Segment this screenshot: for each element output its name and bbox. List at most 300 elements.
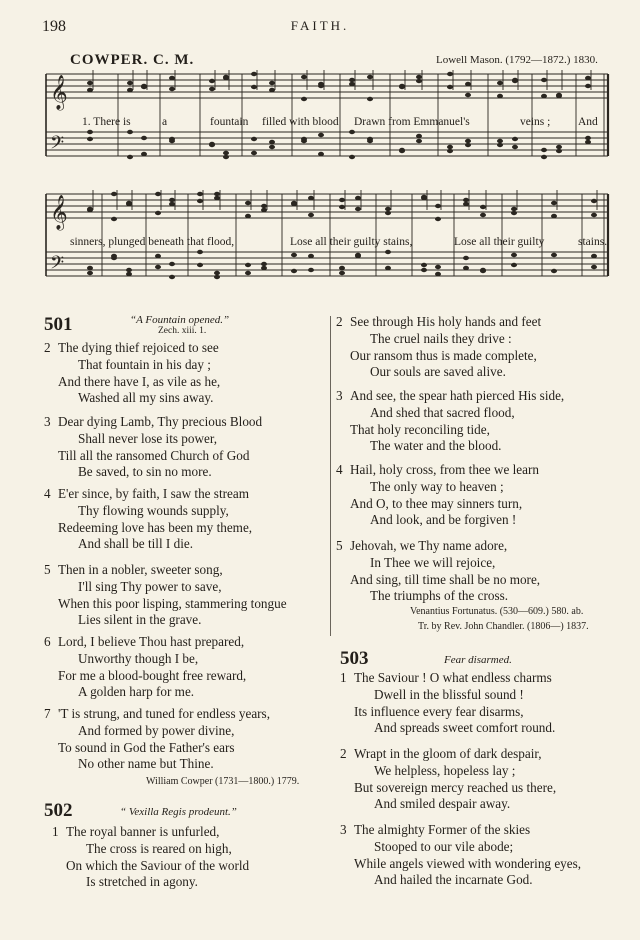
- note-head: [497, 94, 503, 98]
- verse-text: And hailed the incarnate God.: [374, 872, 533, 888]
- verse-number: 2: [44, 340, 51, 355]
- verse: [336, 314, 541, 381]
- note-head: [339, 205, 345, 209]
- note-head: [447, 85, 453, 89]
- verse-line: [336, 512, 539, 529]
- verse-line: [52, 841, 249, 858]
- verse-text: Is stretched in agony.: [86, 874, 198, 890]
- verse-number: 5: [44, 562, 51, 577]
- verse-text: But sovereign mercy reached us there,: [354, 779, 557, 795]
- lyric-2: a: [162, 116, 168, 128]
- verse-text: The triumphs of the cross.: [370, 588, 509, 604]
- verse: [336, 538, 540, 605]
- verse-text: The dying thief rejoiced to see: [58, 340, 219, 355]
- verse-number: 5: [336, 538, 343, 553]
- verse-line: [336, 331, 541, 348]
- verse-text: Its influence every fear disarms,: [354, 703, 524, 719]
- verse-line: [52, 874, 249, 891]
- verse-text: Dwell in the blissful sound !: [374, 686, 524, 702]
- verse-number: 6: [44, 634, 51, 649]
- note-head: [556, 149, 562, 153]
- note-head: [318, 152, 324, 156]
- note-head: [497, 143, 503, 147]
- note-head: [463, 266, 469, 270]
- lyric-11: stains.: [578, 236, 608, 248]
- verse-line: [44, 651, 246, 668]
- verse-text: We helpless, hopeless lay ;: [374, 762, 516, 778]
- verse-line: [340, 839, 581, 856]
- note-head: [308, 268, 314, 272]
- verse-line: [44, 357, 220, 374]
- note-head: [301, 97, 307, 101]
- verse-text: And sing, till time shall be no more,: [350, 571, 541, 587]
- lyric-5: Drawn from Emmanuel's: [354, 116, 470, 128]
- verse-text: Washed all my sins away.: [78, 390, 214, 406]
- verse: [44, 706, 270, 773]
- note-head: [435, 217, 441, 221]
- note-head: [251, 137, 257, 141]
- verse-text: And see, the spear hath pierced His side,: [350, 388, 565, 403]
- verse-text: No other name but Thine.: [78, 756, 214, 772]
- note-head: [480, 205, 486, 209]
- note-head: [447, 149, 453, 153]
- note-head: [349, 130, 355, 134]
- note-head: [512, 137, 518, 141]
- note-head: [435, 204, 441, 208]
- verse-text: For me a blood-bought free reward,: [58, 667, 247, 683]
- note-head: [245, 201, 251, 205]
- verse: [44, 340, 220, 407]
- verse-line: [336, 572, 540, 589]
- note-head: [385, 250, 391, 254]
- note-head: [209, 143, 215, 147]
- note-head: [556, 145, 562, 149]
- verse-line: [44, 723, 270, 740]
- note-head: [465, 139, 471, 143]
- verse: [44, 486, 252, 553]
- staff-lines: [46, 190, 608, 279]
- note-head: [126, 202, 132, 206]
- attribution-502-a: Venantius Fortunatus. (530—609.) 580. ab.: [410, 606, 584, 617]
- verse-text: Lord, I believe Thou hast prepared,: [58, 634, 245, 649]
- verse-line: [340, 872, 581, 889]
- note-head: [111, 192, 117, 196]
- note-head: [416, 139, 422, 143]
- note-head: [447, 72, 453, 76]
- verse-line: [340, 670, 555, 687]
- note-head: [421, 263, 427, 267]
- verse-line: [44, 448, 262, 465]
- verse-text: That fountain in his day ;: [78, 356, 211, 372]
- verse-text: Be saved, to sin no more.: [78, 464, 212, 480]
- lyric-3: fountain: [210, 116, 249, 128]
- note-head: [269, 88, 275, 92]
- note-head: [197, 199, 203, 203]
- verse-line: [340, 780, 556, 797]
- hymn-number-502: 502: [44, 800, 73, 821]
- verse-text: Thy flowing wounds supply,: [78, 502, 229, 518]
- verse-line: [44, 486, 252, 503]
- verse-line: [44, 536, 252, 553]
- page-number: 198: [42, 18, 66, 35]
- note-head: [416, 134, 422, 138]
- verse-text: The royal banner is unfurled,: [66, 824, 220, 839]
- verse-number: 3: [336, 388, 343, 403]
- note-head: [367, 75, 373, 79]
- verse-text: Unworthy though I be,: [78, 650, 199, 666]
- hymn-reference-501: Zech. xiii. 1.: [158, 326, 207, 336]
- lyric-9: Lose all their guilty stains,: [290, 236, 413, 248]
- note-head: [355, 207, 361, 211]
- note-head: [301, 137, 307, 141]
- verse-text: And spreads sweet comfort round.: [374, 720, 556, 736]
- note-head: [355, 254, 361, 258]
- note-head: [214, 196, 220, 200]
- verse: [44, 562, 287, 629]
- verse-text: The cross is reared on high,: [86, 840, 232, 856]
- verse-line: [336, 388, 564, 405]
- verse-line: [44, 740, 270, 757]
- note-head: [127, 130, 133, 134]
- note-head: [465, 93, 471, 97]
- note-head: [169, 198, 175, 202]
- note-head: [463, 202, 469, 206]
- note-head: [169, 275, 175, 279]
- verse-line: [336, 538, 540, 555]
- note-head: [512, 145, 518, 149]
- note-head: [245, 263, 251, 267]
- verse-line: [44, 612, 287, 629]
- verse-text: And O, to thee may sinners turn,: [350, 495, 523, 511]
- verse-line: [44, 668, 246, 685]
- note-head: [245, 271, 251, 275]
- note-head: [339, 266, 345, 270]
- note-head: [339, 198, 345, 202]
- note-head: [214, 271, 220, 275]
- note-head: [308, 213, 314, 217]
- treble-clef-icon: 𝄞: [50, 76, 68, 109]
- verse-text: Jehovah, we Thy name adore,: [350, 538, 508, 553]
- note-head: [269, 145, 275, 149]
- note-head: [591, 254, 597, 258]
- verse-line: [336, 479, 539, 496]
- hymn-number-501: 501: [44, 314, 73, 335]
- verse-line: [44, 414, 262, 431]
- note-head: [349, 82, 355, 86]
- verse-line: [340, 822, 581, 839]
- verse-text: Dear dying Lamb, Thy precious Blood: [58, 414, 263, 429]
- verse-text: And there have I, as vile as he,: [58, 373, 221, 389]
- note-head: [291, 202, 297, 206]
- note-head: [197, 250, 203, 254]
- note-head: [541, 94, 547, 98]
- verse-line: [340, 763, 556, 780]
- note-head: [585, 84, 591, 88]
- verse-line: [336, 348, 541, 365]
- note-head: [127, 88, 133, 92]
- note-head: [551, 214, 557, 218]
- note-head: [169, 202, 175, 206]
- verse: [336, 388, 564, 455]
- lyric-8: sinners, plunged beneath that flood,: [70, 236, 235, 248]
- note-head: [435, 265, 441, 269]
- note-head: [291, 253, 297, 257]
- note-head: [141, 152, 147, 156]
- verse-text: In Thee we will rejoice,: [370, 554, 496, 570]
- note-head: [223, 151, 229, 155]
- verse-line: [336, 422, 564, 439]
- hymn-title-502: “ Vexilla Regis prodeunt.”: [120, 806, 237, 818]
- treble-clef-icon: 𝄞: [50, 196, 68, 229]
- verse-line: [340, 720, 555, 737]
- verse-number: 1: [340, 670, 347, 685]
- note-head: [511, 207, 517, 211]
- verse-line: [52, 824, 249, 841]
- verse-number: 3: [44, 414, 51, 429]
- note-head: [87, 137, 93, 141]
- tune-composer: Lowell Mason. (1792—1872.) 1830.: [436, 54, 598, 66]
- note-head: [197, 263, 203, 267]
- verse-text: And shed that sacred flood,: [370, 404, 515, 420]
- note-head: [421, 268, 427, 272]
- verse-number: 3: [340, 822, 347, 837]
- verse: [336, 462, 539, 529]
- note-head: [385, 207, 391, 211]
- verse-text: Hail, holy cross, from thee we learn: [350, 462, 539, 477]
- bass-clef-icon: 𝄢: [50, 252, 65, 277]
- verse-text: That holy reconciling tide,: [350, 421, 490, 437]
- hymn-title-503: Fear disarmed.: [444, 654, 512, 666]
- note-head: [251, 151, 257, 155]
- verse-text: The cruel nails they drive :: [370, 330, 512, 346]
- note-head: [585, 76, 591, 80]
- verse-line: [44, 340, 220, 357]
- verse-line: [336, 314, 541, 331]
- note-head: [480, 269, 486, 273]
- note-head: [111, 254, 117, 258]
- verse: [340, 822, 581, 889]
- note-head: [141, 85, 147, 89]
- verse-text: While angels viewed with wondering eyes,: [354, 855, 582, 871]
- note-head: [541, 78, 547, 82]
- lyric-1: 1. There is: [82, 116, 131, 128]
- verse-line: [340, 704, 555, 721]
- note-head: [214, 192, 220, 196]
- note-head: [421, 196, 427, 200]
- verse-text: Redeeming love has been my theme,: [58, 519, 253, 535]
- note-head: [416, 75, 422, 79]
- verse-text: Till all the ransomed Church of God: [58, 447, 250, 463]
- verse-line: [44, 579, 287, 596]
- verse-number: 2: [340, 746, 347, 761]
- note-head: [301, 75, 307, 79]
- note-head: [155, 265, 161, 269]
- note-head: [349, 155, 355, 159]
- verse-line: [340, 796, 556, 813]
- note-head: [551, 269, 557, 273]
- verse-text: See through His holy hands and feet: [350, 314, 542, 329]
- note-head: [251, 85, 257, 89]
- note-head: [512, 79, 518, 83]
- verse-line: [52, 858, 249, 875]
- note-head: [223, 155, 229, 159]
- note-head: [511, 263, 517, 267]
- note-head: [87, 130, 93, 134]
- verse-line: [44, 503, 252, 520]
- note-head: [435, 272, 441, 276]
- note-head: [87, 271, 93, 275]
- note-head: [591, 199, 597, 203]
- note-head: [591, 265, 597, 269]
- note-head: [465, 143, 471, 147]
- note-head: [87, 266, 93, 270]
- note-head: [87, 208, 93, 212]
- verse-text: Our ransom thus is made complete,: [350, 347, 537, 363]
- lyric-4: filled with blood: [262, 116, 339, 128]
- verse: [44, 634, 246, 701]
- verse-line: [336, 462, 539, 479]
- verse-text: I'll sing Thy power to save,: [78, 578, 222, 594]
- verse-line: [44, 520, 252, 537]
- note-head: [261, 262, 267, 266]
- note-head: [463, 198, 469, 202]
- verse-line: [340, 687, 555, 704]
- hymn-title-501: “A Fountain opened.”: [130, 314, 230, 326]
- verse: [340, 670, 555, 737]
- note-head: [291, 269, 297, 273]
- note-head: [511, 211, 517, 215]
- verse-line: [44, 596, 287, 613]
- note-head: [497, 139, 503, 143]
- verse-text: To sound in God the Father's ears: [58, 739, 235, 755]
- note-head: [480, 213, 486, 217]
- verse-line: [44, 374, 220, 391]
- verse-line: [340, 746, 556, 763]
- verse-text: And look, and be forgiven !: [370, 512, 517, 528]
- note-head: [169, 262, 175, 266]
- note-head: [556, 94, 562, 98]
- note-head: [355, 196, 361, 200]
- lyric-10: Lose all their guilty: [454, 236, 545, 248]
- hymn-number-503: 503: [340, 648, 369, 669]
- note-head: [155, 211, 161, 215]
- verse-text: Then in a nobler, sweeter song,: [58, 562, 223, 577]
- verse-text: The Saviour ! O what endless charms: [354, 670, 552, 685]
- note-head: [497, 81, 503, 85]
- verse-line: [336, 364, 541, 381]
- note-head: [367, 137, 373, 141]
- note-head: [141, 136, 147, 140]
- lyric-6: veins ;: [520, 116, 551, 128]
- verse-line: [44, 464, 262, 481]
- note-head: [591, 213, 597, 217]
- verse-line: [44, 706, 270, 723]
- note-head: [339, 271, 345, 275]
- verse-text: A golden harp for me.: [78, 684, 195, 700]
- note-head: [127, 155, 133, 159]
- verse-text: Lies silent in the grave.: [78, 612, 202, 628]
- note-head: [385, 266, 391, 270]
- note-head: [223, 76, 229, 80]
- verse-line: [336, 438, 564, 455]
- verse-text: And shall be till I die.: [78, 536, 194, 552]
- verse-text: Shall never lose its power,: [78, 430, 218, 446]
- verse-text: The water and the blood.: [370, 438, 502, 454]
- note-head: [251, 72, 257, 76]
- verse-line: [336, 496, 539, 513]
- note-head: [463, 256, 469, 260]
- note-head: [585, 140, 591, 144]
- verse-number: 4: [44, 486, 51, 501]
- note-head: [169, 137, 175, 141]
- verse: [52, 824, 249, 891]
- verse-line: [336, 555, 540, 572]
- bass-clef-icon: 𝄢: [50, 132, 65, 157]
- tune-name: COWPER. C. M.: [70, 52, 195, 68]
- note-head: [399, 85, 405, 89]
- note-head: [126, 272, 132, 276]
- note-head: [349, 78, 355, 82]
- note-head: [155, 254, 161, 258]
- verse: [44, 414, 262, 481]
- note-head: [385, 211, 391, 215]
- note-head: [308, 254, 314, 258]
- verse-number: 2: [336, 314, 343, 329]
- verse-line: [44, 562, 287, 579]
- note-head: [261, 204, 267, 208]
- verse-text: 'T is strung, and tuned for endless years,: [58, 706, 270, 721]
- verse-text: And smiled despair away.: [374, 796, 511, 812]
- verse: [340, 746, 556, 813]
- verse-line: [44, 390, 220, 407]
- note-head: [261, 208, 267, 212]
- note-head: [269, 140, 275, 144]
- note-head: [447, 145, 453, 149]
- verse-text: On which the Saviour of the world: [66, 857, 250, 873]
- verse-line: [336, 405, 564, 422]
- lyric-7: And: [578, 116, 598, 128]
- verse-text: E'er since, by faith, I saw the stream: [58, 486, 249, 501]
- verse-line: [44, 634, 246, 651]
- note-head: [155, 192, 161, 196]
- note-head: [87, 88, 93, 92]
- note-head: [209, 79, 215, 83]
- note-head: [269, 81, 275, 85]
- verse-text: Wrapt in the gloom of dark despair,: [354, 746, 542, 761]
- verse-line: [44, 431, 262, 448]
- note-head: [551, 201, 557, 205]
- note-head: [111, 217, 117, 221]
- note-head: [126, 268, 132, 272]
- verse-text: Stooped to our vile abode;: [374, 838, 514, 854]
- note-head: [261, 266, 267, 270]
- verse-number: 4: [336, 462, 343, 477]
- staff-lines: [46, 70, 608, 159]
- verse-line: [44, 684, 246, 701]
- verse-text: And formed by power divine,: [78, 722, 235, 738]
- note-head: [308, 196, 314, 200]
- note-head: [551, 253, 557, 257]
- verse-line: [336, 588, 540, 605]
- note-head: [318, 82, 324, 86]
- note-head: [585, 136, 591, 140]
- note-head: [87, 81, 93, 85]
- note-head: [465, 82, 471, 86]
- verse-text: Our souls are saved alive.: [370, 364, 506, 380]
- note-head: [169, 76, 175, 80]
- verse-line: [340, 856, 581, 873]
- note-head: [511, 253, 517, 257]
